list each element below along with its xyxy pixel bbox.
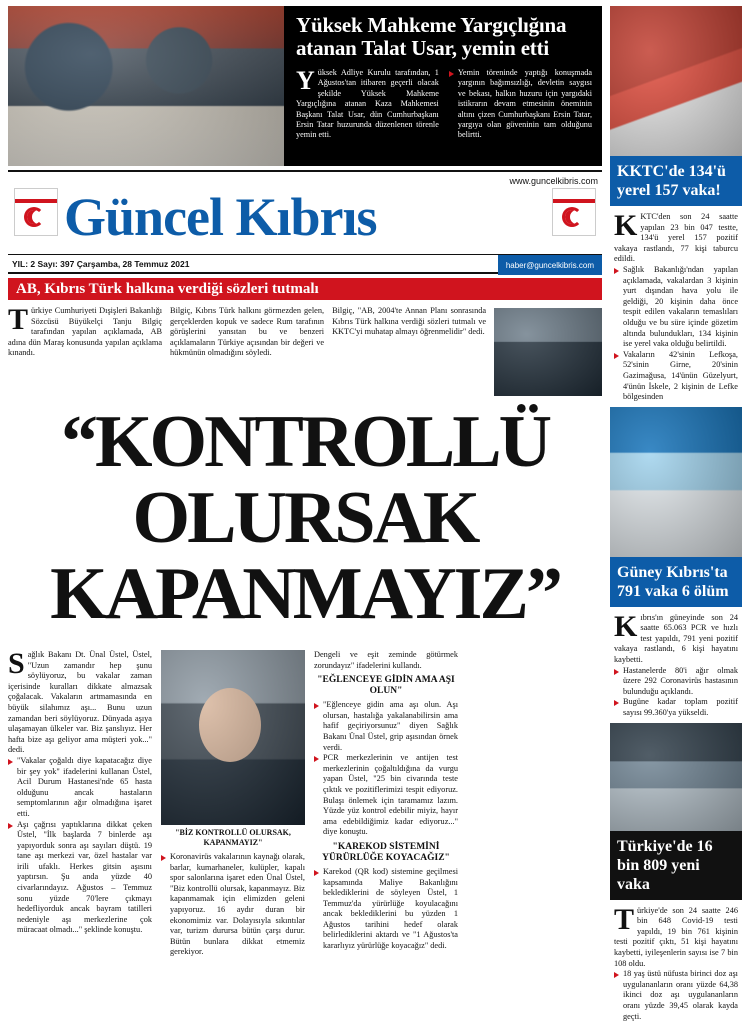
main-article-subhead-2: "KAREKOD SİSTEMİNİ YÜRÜRLÜĞE KOYACAĞIZ" bbox=[322, 841, 450, 863]
main-article-column-1 bbox=[8, 647, 152, 1018]
masthead bbox=[8, 170, 602, 274]
main-article-p4: Koronavirüs vakalarının kaynağı olarak, barlar, kumarhaneler, kulüpler, kapalı spor salonlarına işaret eden Ünal Üstel, "Biz kontrollü olursak, kapanmayız. Biz kapanmamak için elimizden geleni yapıyoruz. 16 aydır duran bir ekonomimiz var. Dolayısıyla sıkıntılar var, turizm durursa bütün çarşı durur. Bütün bunlara dikkat etmemiz gerekiyor. bbox=[161, 852, 305, 958]
main-article-p8: Karekod (QR kod) sistemine geçilmesi kapsamında Maliye Bakanlığını beklediklerini de söyleyen Üstel, 1 Temmuz'da yürürlüğe koyulacağını ancak beklediklerini bu yüzden 1 Ağustos tarihini hedef olarak belirlediklerini aktardı ve "1 Ağustos'ta kararlıyız yürürlüğe koyacağız" dedi. bbox=[314, 867, 458, 952]
main-headline-line-1: “KONTROLLÜ OLURSAK bbox=[60, 404, 550, 559]
rail-story-1-p2: Sağlık Bakanlığı'ndan yapılan açıklamada, vakalardan 3 kişinin yurt dışından hava yolu ile geldiği, 20 kişinin daha önce tespit edilen vakaların temaslıları olduğu ve bu süre içinde gözetim altında bulundukları, 134 kişinin ise yerel vaka olduğu belirtildi. bbox=[614, 265, 738, 350]
rail-story-2-p3: Bugüne kadar toplam pozitif sayısı 99.360'ya yükseldi. bbox=[614, 697, 738, 718]
ab-story-headline: AB, Kıbrıs Türk halkına verdiği sözleri tutmalı bbox=[8, 278, 602, 300]
trnc-flag-icon bbox=[14, 188, 58, 236]
rail-story-3-p1: Türkiye'de son 24 saatte 246 bin 648 Covid-19 testi yapıldı, 19 bin 761 kişinin testi pozitif çıktı, 51 kişi hayatını kaybetti, iyileşenlerin sayısı ise 7 bin 108 oldu. bbox=[614, 902, 738, 968]
lead-story-photo bbox=[8, 6, 284, 166]
rail-story-3-headline[interactable]: Türkiye'de 16 bin 809 yeni vaka bbox=[610, 831, 742, 900]
main-article-p7: PCR merkezlerinin ve antijen test merkezlerinin çoğaltıldığına da vurgu yapan Üstel, "25 bin civarında teste çıktık ve pozitiflerimizi tespit ediyoruz. Bulaşı önlemek için taramamız lazım. Yüzde yüz kontrol edebilir miyiz, hayır ama edebildiğimiz kadar ediyoruz..." diye konuştu. bbox=[314, 753, 458, 838]
lead-story-column-1: Yüksek Adliye Kurulu tarafından, 1 Ağustos'tan itibaren geçerli olacak şekilde Yüksek Mahkeme Yargıçlığına atanan Kaza Mahkemesi Başkanı Talat Usar, dün Cumhurbaşkanı Ersin Tatar huzurunda düzenlenen törenle yemin etti. bbox=[296, 66, 439, 140]
masthead-info-strip bbox=[8, 254, 602, 274]
main-article-column-3 bbox=[314, 650, 458, 1018]
main-article-p3: Aşı çağrısı yaptıklarına dikkat çeken Üstel, "İlk başlarda 7 binlerde aşı yapıyorduk sonra aşı sayıları düştü. 19 tane aşı merkezi var, özel hastalar var irili ufaklı. Herkes gitsin aşısını yaptırsın. Şu anda yüzde 40 civarlarındayız. Ağustos – Temmuz sonu yüzde 70'lere çıkmayı hedefliyorduk ancak bayram tatilleri nedeniyle aşı merkezlerine çok müracaat olmadı..." şeklinde konuştu. bbox=[8, 820, 152, 937]
rail-story-2-p2: Hastanelerde 80'i ağır olmak üzere 292 Coronavirüs hastasının bulunduğu açıklandı. bbox=[614, 666, 738, 698]
right-sidebar bbox=[610, 6, 742, 1021]
rail-story-1-p3: Vakaların 42'sinin Lefkoşa, 52'sinin Girne, 20'sinin Gazimağusa, 14'ünün Güzelyurt, 4'ünün İskele, 2 kişinin de Lefke bölgesinden bbox=[614, 350, 738, 403]
contact-email[interactable]: haber@guncelkibris.com bbox=[498, 255, 602, 275]
lead-story-text-block bbox=[284, 6, 602, 166]
rail-story-1-headline[interactable]: KKTC'de 134'ü yerel 157 vaka! bbox=[610, 156, 742, 206]
ab-story-column-3: Bilgiç, "AB, 2004'te Annan Planı sonrasında Kıbrıs Türk halkına verdiği sözleri tutmalı ve KKTC'yi muhatap almayı öğrenmelidir" dedi. bbox=[332, 306, 487, 337]
main-article-p5: Dengeli ve eşit zeminde götürmek zorundayız" ifadelerini kullandı. bbox=[314, 650, 458, 670]
lead-story-headline: Yüksek Mahkeme Yargıçlığına atanan Talat Usar, yemin etti bbox=[296, 13, 567, 60]
website-url[interactable]: www.guncelkibris.com bbox=[509, 176, 598, 186]
newspaper-logo: Güncel Kıbrıs bbox=[64, 187, 377, 247]
main-article-p6: "Eğlenceye gidin ama aşı olun. Aşı olursan, hastalığa yakalanabilirsin ama hafif geçiriyorsunuz" diyen Sağlık Bakanı Ünal Üstel, grip aşısından örnek verdi. bbox=[314, 700, 458, 753]
ab-story-column-2: Bilgiç, Kıbrıs Türk halkını görmezden gelen, gerçeklerden kopuk ve sadece Rum tarafının görüşlerini yansıtan bu ve benzeri açıklamaların Türkiye açısından bir değeri ve hükmünün olmadığını söyledi. bbox=[170, 306, 325, 358]
issue-meta: YIL: 2 Sayı: 397 Çarşamba, 28 Temmuz 2021 bbox=[12, 258, 190, 269]
lead-story-column-2: Yemin töreninde yaptığı konuşmada yargının bağımsızlığı, devletin saygısı ve bekası, halkın huzuru için yargıdaki istikrarın devam etmesinin öneminin altını çizen Cumhurbaşkanı Ersin Tatar, yargıya olan güveninin tam olduğunu belirtti. bbox=[449, 68, 592, 141]
main-article-column-2 bbox=[161, 650, 305, 1018]
trnc-flag-icon bbox=[552, 188, 596, 236]
ab-story bbox=[8, 278, 602, 400]
rail-story-1-p1: KKTC'den son 24 saatte yapılan 23 bin 047 testte, 134'ü yerel 157 pozitif vakaya rastlandı, 77 kişi taburcu edildi. bbox=[614, 209, 738, 264]
rail-story-2-body bbox=[610, 607, 742, 723]
main-headline-block bbox=[8, 404, 602, 646]
main-headline-line-2: KAPANMAYIZ” bbox=[50, 553, 560, 635]
rail-story-2-photo bbox=[610, 407, 742, 557]
rail-story-1-body bbox=[610, 206, 742, 407]
main-article bbox=[8, 647, 602, 1018]
rail-story-2-headline[interactable]: Güney Kıbrıs'ta 791 vaka 6 ölüm bbox=[610, 557, 742, 607]
main-article-p2: "Vakalar çoğaldı diye kapatacağız diye bir şey yok" ifadelerini kullanan Üstel, Acil Durum Hastanesi'nde 65 hasta olduğunu ancak hastaların semptomlarının ağır olmadığına işaret etti. bbox=[8, 756, 152, 820]
rail-story-3-body bbox=[610, 900, 742, 1026]
rail-story-3-photo bbox=[610, 723, 742, 831]
main-article-p1: Sağlık Bakanı Dt. Ünal Üstel, Üstel, "Uzun zamandır hep şunu söylüyoruz, bu vakalar zaman içerisinde kuralları dikkate almazsak çoğalacak. Vakaların artmamasında en büyük silahımız aşı... Bunu uzun zamandan beri söylüyoruz. Dünyada aşıya ulaşamayan ülkeler var. Biz şanslıyız. Her hafta bize aşı geliyor ama müşteri yok..." dedi. bbox=[8, 647, 152, 755]
ab-story-photo bbox=[494, 308, 602, 396]
rail-story-2-p1: Kıbrıs'ın güneyinde son 24 saatte 65.063 PCR ve hızlı test yapıldı, 791 yeni pozitif vakaya rastlandı, 6 kişi hayatını kaybetti. bbox=[614, 609, 738, 665]
main-article-subhead-1: "EĞLENCEYE GİDİN AMA AŞI OLUN" bbox=[317, 675, 455, 697]
unal-ustel-photo bbox=[161, 650, 305, 825]
rail-story-3-p2: 18 yaş üstü nüfusta birinci doz aşı uygulananların oranı yüzde 64,38 ikinci doz aşı uygulananların oranı yüzde 39,45 olarak kayda geçti. bbox=[614, 969, 738, 1022]
rail-story-1-photo bbox=[610, 6, 742, 156]
ab-story-column-1: Türkiye Cumhuriyeti Dışişleri Bakanlığı Sözcüsü Büyükelçi Tanju Bilgiç tarafından yapılan açıklamada, AB adına dün Maraş konusunda yapılan açıklama kınandı. bbox=[8, 303, 163, 358]
lead-story bbox=[8, 6, 602, 166]
photo-caption: "BİZ KONTROLLÜ OLURSAK, KAPANMAYIZ" bbox=[175, 828, 291, 847]
